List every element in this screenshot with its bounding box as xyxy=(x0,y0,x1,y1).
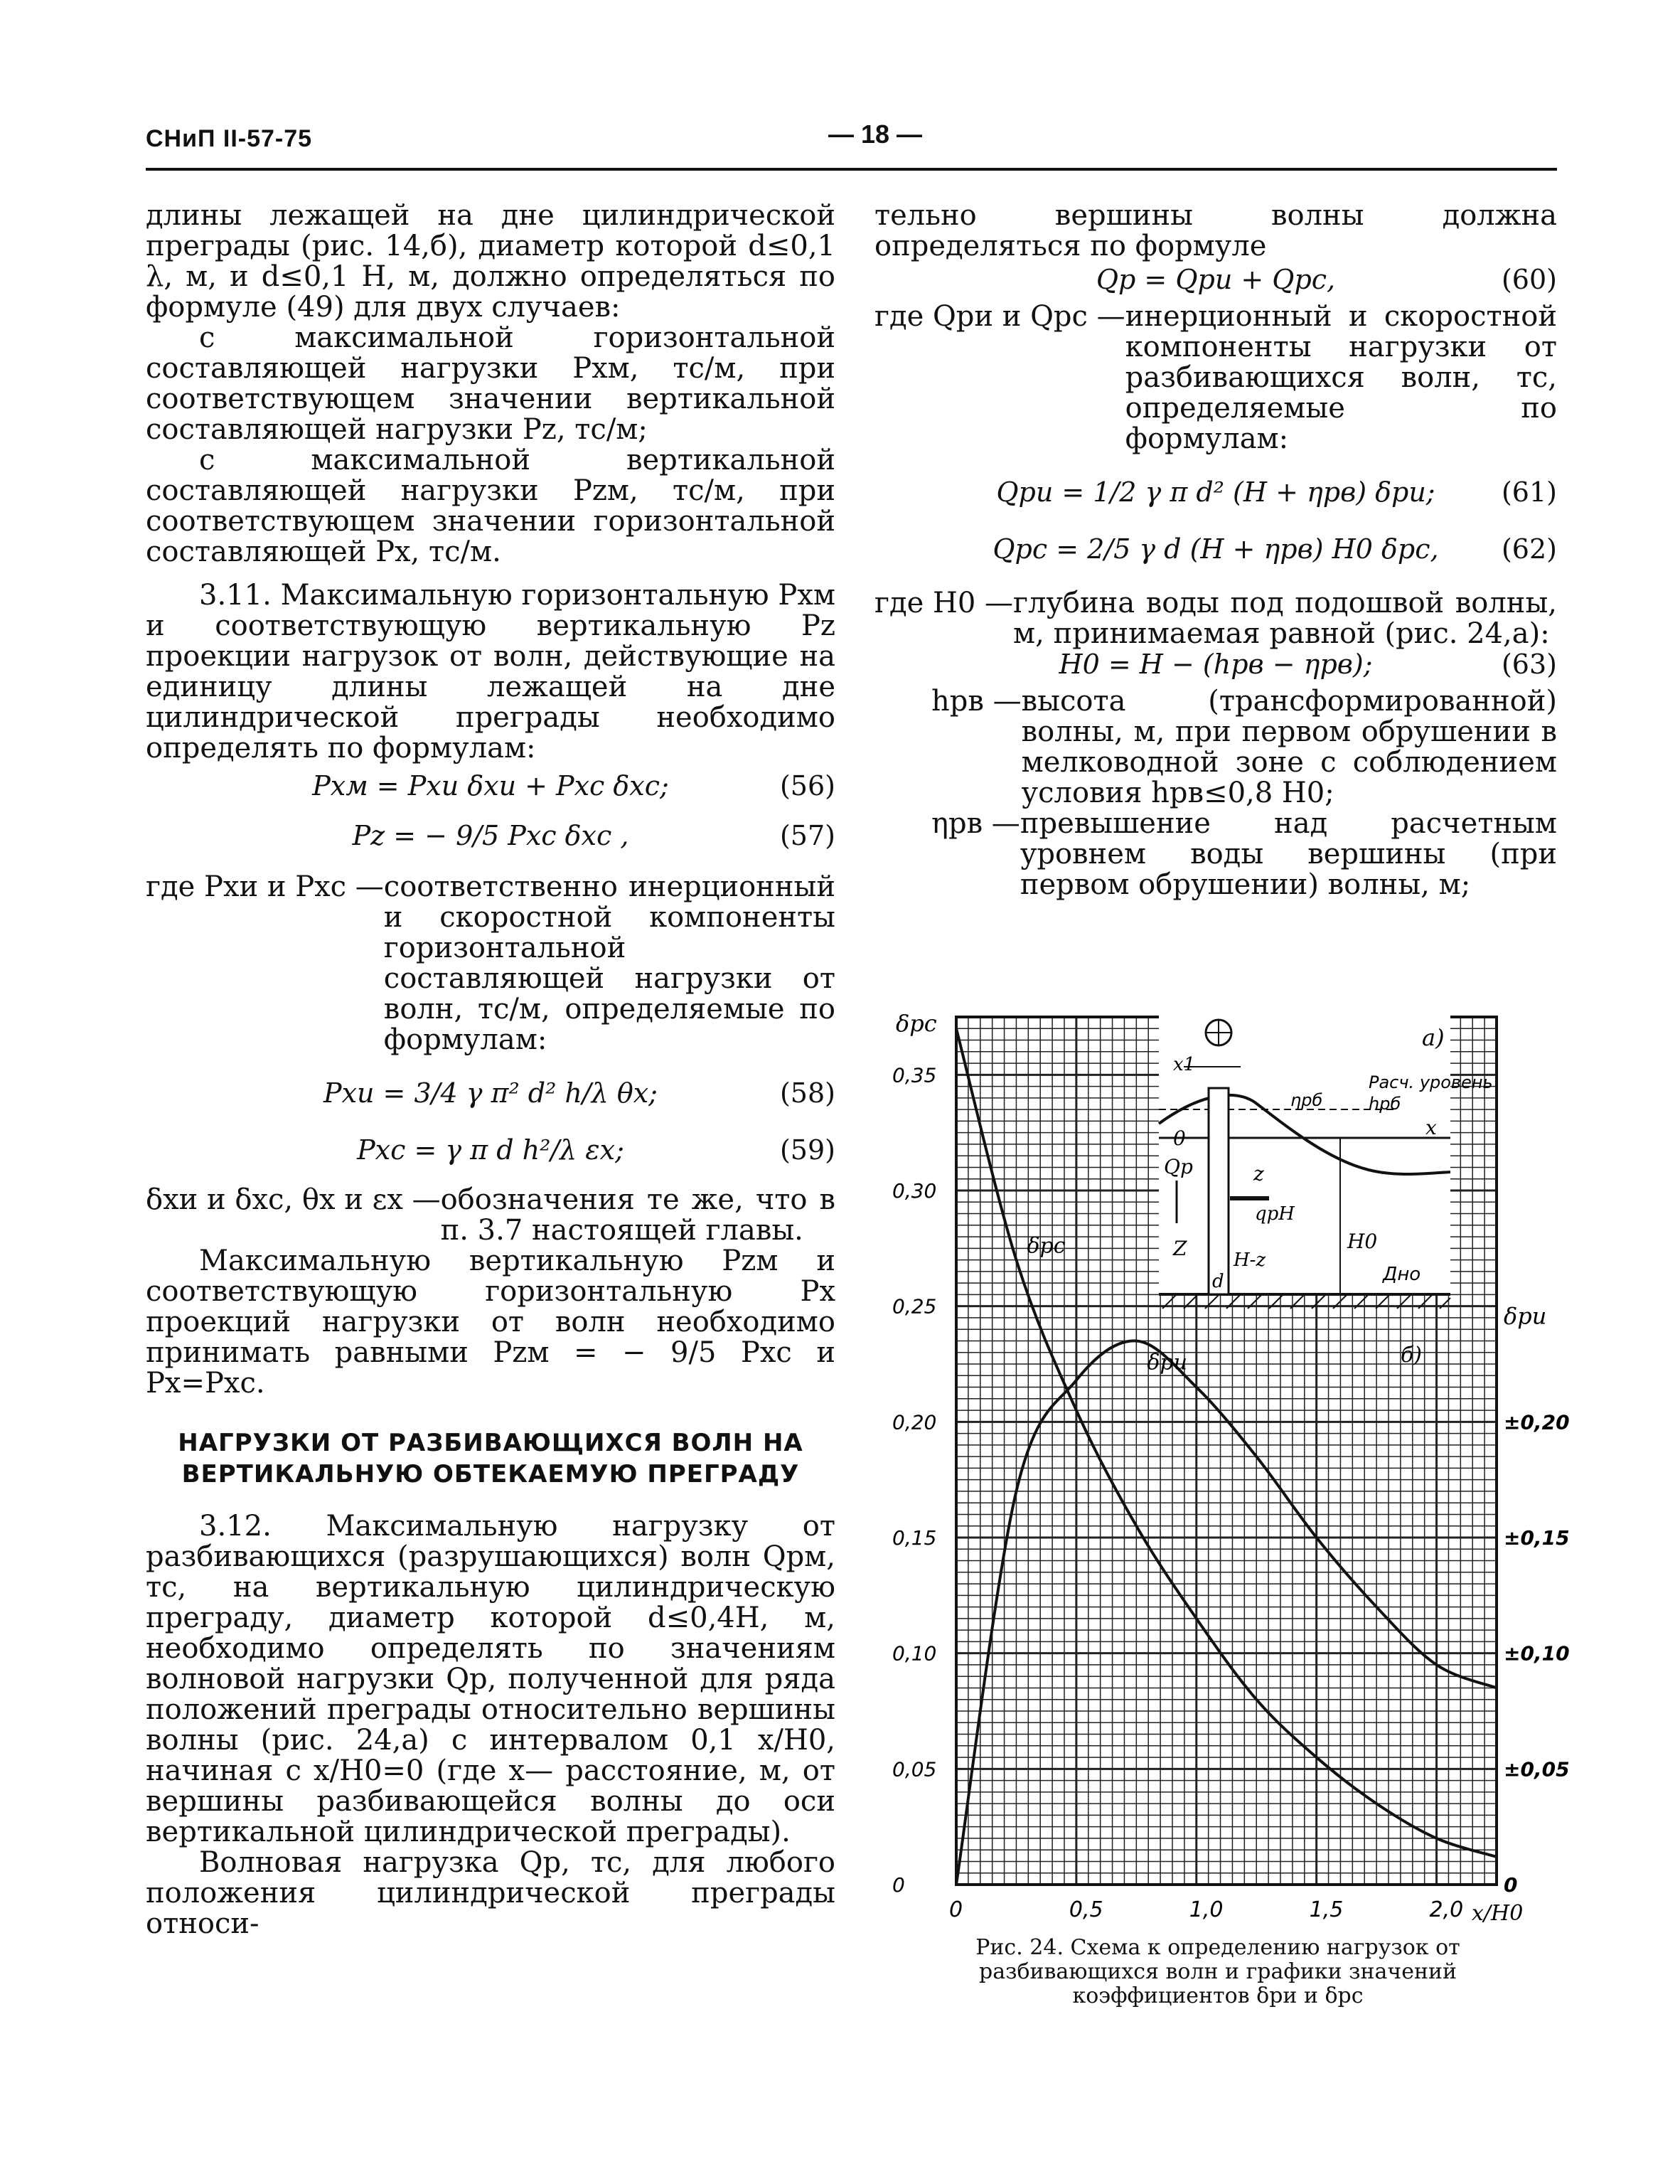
x-tick-label: 0,5 xyxy=(1069,1897,1103,1922)
section-title: НАГРУЗКИ ОТ РАЗБИВАЮЩИХСЯ ВОЛН НА ВЕРТИКАЛЬНУЮ ОБТЕКАЕМУЮ ПРЕГРАДУ xyxy=(178,1429,803,1488)
left-y-tick-label: 0,35 xyxy=(892,1063,937,1087)
equation-number: (58) xyxy=(779,1077,835,1109)
definition-text: превышение над расчетным уровнем воды вершины (при первом обрушении) волны, м; xyxy=(1020,807,1557,901)
left-axis-label: δpc xyxy=(896,1010,937,1037)
x-tick-label: 1,0 xyxy=(1189,1897,1224,1922)
equation-number: (63) xyxy=(1501,649,1557,680)
equation-text: Qp = Qpи + Qpc, xyxy=(1096,264,1336,295)
right-y-tick-label: ±0,15 xyxy=(1504,1526,1570,1550)
equation-number: (59) xyxy=(779,1134,835,1166)
definition-text: глубина воды под подошвой волны, м, принимаемая равной (рис. 24,а): xyxy=(1013,587,1557,650)
paragraph: длины лежащей на дне цилиндрической преграды (рис. 14,б), диаметр которой d≤0,1 λ, м, и d≤0,1 H, м, должно определяться по формуле (49) для двух случаев: xyxy=(146,199,835,324)
page-header xyxy=(146,119,1557,169)
paragraph: с максимальной горизонтальной составляющей нагрузки Pxм, тс/м, при соответствующем значении вертикальной составляющей нагрузки Pz, тс/м; xyxy=(146,321,835,446)
series-label: δpc xyxy=(1027,1233,1066,1259)
page-number: — 18 — xyxy=(828,119,923,149)
inset-label-hz: H-z xyxy=(1234,1250,1266,1271)
equation-62 xyxy=(874,521,1557,578)
equation-text: Pxи = 3/4 γ π² d² h/λ θx; xyxy=(323,1077,658,1109)
x-tick-label: 2,0 xyxy=(1429,1897,1464,1922)
definition-text: высота (трансформированной) волны, м, при первом обрушении в мелководной зоне с соблюдением условия hpв≤0,8 H0; xyxy=(1021,685,1557,809)
doc-code: СНиП II-57-75 xyxy=(146,125,313,152)
inset-schematic-a xyxy=(1159,1010,1493,1309)
equation-58 xyxy=(146,1065,835,1122)
equation-text: Pxc = γ π d h²/λ εx; xyxy=(357,1134,624,1166)
cylinder-barrier xyxy=(1209,1088,1229,1294)
paragraph: тельно вершины волны должна определяться по формуле xyxy=(874,199,1557,262)
definition xyxy=(874,809,1557,900)
equation-number: (60) xyxy=(1501,264,1557,295)
equation-60 xyxy=(874,265,1557,302)
definition-label: δxи и δxc, θx и εx — xyxy=(146,1183,441,1216)
equation-56 xyxy=(146,771,835,808)
inset-label-zero: 0 xyxy=(1173,1126,1186,1150)
equation-number: (56) xyxy=(779,770,835,801)
equation-text: Qpи = 1/2 γ π d² (H + ηpв) δpи; xyxy=(996,476,1435,508)
paragraph: Максимальную вертикальную Pzм и соответствующую горизонтальную Px проекций нагрузки от волн необходимо принимать равными Pzм = − 9/5 Pxc и Px=Pxc. xyxy=(146,1245,835,1400)
paragraph: с максимальной вертикальной составляющей нагрузки Pzм, тс/м, при соответствующем значении горизонтальной составляющей Px, тс/м. xyxy=(146,444,835,568)
right-y-tick-label: ±0,05 xyxy=(1504,1757,1570,1781)
inset-label-a: a) xyxy=(1422,1024,1445,1051)
figure-24-chart xyxy=(885,996,1570,2034)
inset-label-eta: ηpб xyxy=(1290,1090,1323,1110)
left-y-tick-label: 0 xyxy=(892,1873,905,1897)
x-tick-label: 1,5 xyxy=(1309,1897,1344,1922)
left-y-tick-label: 0,15 xyxy=(892,1526,937,1550)
inset-label-bottom: Дно xyxy=(1383,1264,1421,1285)
inset-label-d: d xyxy=(1212,1271,1224,1292)
definition-label: где H0 — xyxy=(874,587,1014,619)
definition xyxy=(146,1185,835,1246)
right-axis-label: δpи xyxy=(1504,1302,1547,1330)
left-column xyxy=(146,201,835,1939)
inset-label-x: x xyxy=(1425,1116,1437,1139)
definition-label: ηpв — xyxy=(931,807,1020,840)
definition xyxy=(874,302,1557,454)
paragraph-3-12: 3.12. Максимальную нагрузку от разбивающихся (разрушающихся) волн Qpм, тс, на вертикальную цилиндрическую преграду, диаметр которой d≤0,4H, м, необходимо определять по значениям волновой нагрузки Qp, полученной для ряда положений преграды относительно вершины волны (рис. 24,а) с интервалом 0,1 x/H0, начиная с x/H0=0 (где x— расстояние, м, от вершины разбивающейся волны до оси вертикальной цилиндрической преграды). xyxy=(146,1510,835,1848)
definition-label: где Qpи и Qpc — xyxy=(874,300,1125,333)
definition-text: обозначения те же, что в п. 3.7 настоящей главы. xyxy=(440,1183,835,1247)
left-y-tick-label: 0,25 xyxy=(892,1294,937,1319)
equation-61 xyxy=(874,464,1557,521)
inset-label-h0: H0 xyxy=(1347,1230,1378,1253)
equation-59 xyxy=(146,1122,835,1179)
left-y-tick-label: 0,20 xyxy=(892,1410,937,1434)
x-axis-label: x/H0 xyxy=(1472,1901,1524,1926)
definition xyxy=(146,872,835,1055)
inset-label-calc-level: Расч. уровень xyxy=(1369,1072,1493,1092)
definition xyxy=(874,686,1557,809)
definition-label: hpв — xyxy=(931,685,1022,718)
inset-background xyxy=(1159,1010,1450,1294)
header-rule xyxy=(146,168,1557,171)
inset-label-qp: Qp xyxy=(1164,1155,1193,1178)
right-y-tick-label: ±0,10 xyxy=(1504,1641,1570,1666)
equation-number: (61) xyxy=(1501,476,1557,508)
graph-label-b: б) xyxy=(1401,1343,1423,1368)
paragraph-3-11: 3.11. Максимальную горизонтальную Pxм и соответствующую вертикальную Pz проекции нагрузок от волн, действующие на единицу длины лежащей на дне цилиндрической преграды необходимо определять по формулам: xyxy=(146,579,835,765)
equation-number: (62) xyxy=(1501,533,1557,565)
right-column xyxy=(874,201,1557,900)
equation-63 xyxy=(874,649,1557,686)
left-y-tick-label: 0,05 xyxy=(892,1757,937,1781)
figure-caption: Рис. 24. Схема к определению нагрузок от разбивающихся волн и графики значений коэффициентов δpи и δpc xyxy=(975,1935,1460,2008)
right-y-tick-label: ±0,20 xyxy=(1504,1410,1570,1434)
definition-text: соответственно инерционный и скоростной компоненты горизонтальной составляющей нагрузки от волн, тс/м, определяемые по формулам: xyxy=(383,870,835,1056)
left-y-tick-label: 0,10 xyxy=(892,1641,937,1666)
equation-text: H0 = H − (hpв − ηpв); xyxy=(1059,649,1373,680)
paragraph: Волновая нагрузка Qp, тс, для любого положения цилиндрической преграды относи- xyxy=(146,1846,835,1940)
inset-label-x1: x1 xyxy=(1173,1054,1196,1075)
equation-text: Pz = − 9/5 Pxc δxc , xyxy=(352,820,629,851)
equation-text: Qpc = 2/5 γ d (H + ηpв) H0 δpc, xyxy=(993,533,1439,565)
definition-label: где Pxи и Pxc — xyxy=(146,870,384,903)
equation-57 xyxy=(146,808,835,865)
series-label: δpи xyxy=(1147,1350,1187,1375)
definition-text: инерционный и скоростной компоненты нагрузки от разбивающихся волн, тс, определяемые по формулам: xyxy=(1125,300,1557,455)
inset-label-qph: qpH xyxy=(1255,1203,1295,1225)
inset-label-z2: Z xyxy=(1173,1237,1187,1260)
definition xyxy=(874,588,1557,649)
equation-number: (57) xyxy=(779,820,835,851)
x-tick-label: 0 xyxy=(949,1897,963,1922)
inset-label-hpb: hpб xyxy=(1369,1094,1401,1114)
left-y-tick-label: 0,30 xyxy=(892,1179,937,1203)
right-y-tick-label: 0 xyxy=(1504,1873,1518,1897)
inset-label-z: z xyxy=(1253,1162,1264,1186)
equation-text: Pxм = Pxи δxи + Pxc δxc; xyxy=(312,770,669,801)
